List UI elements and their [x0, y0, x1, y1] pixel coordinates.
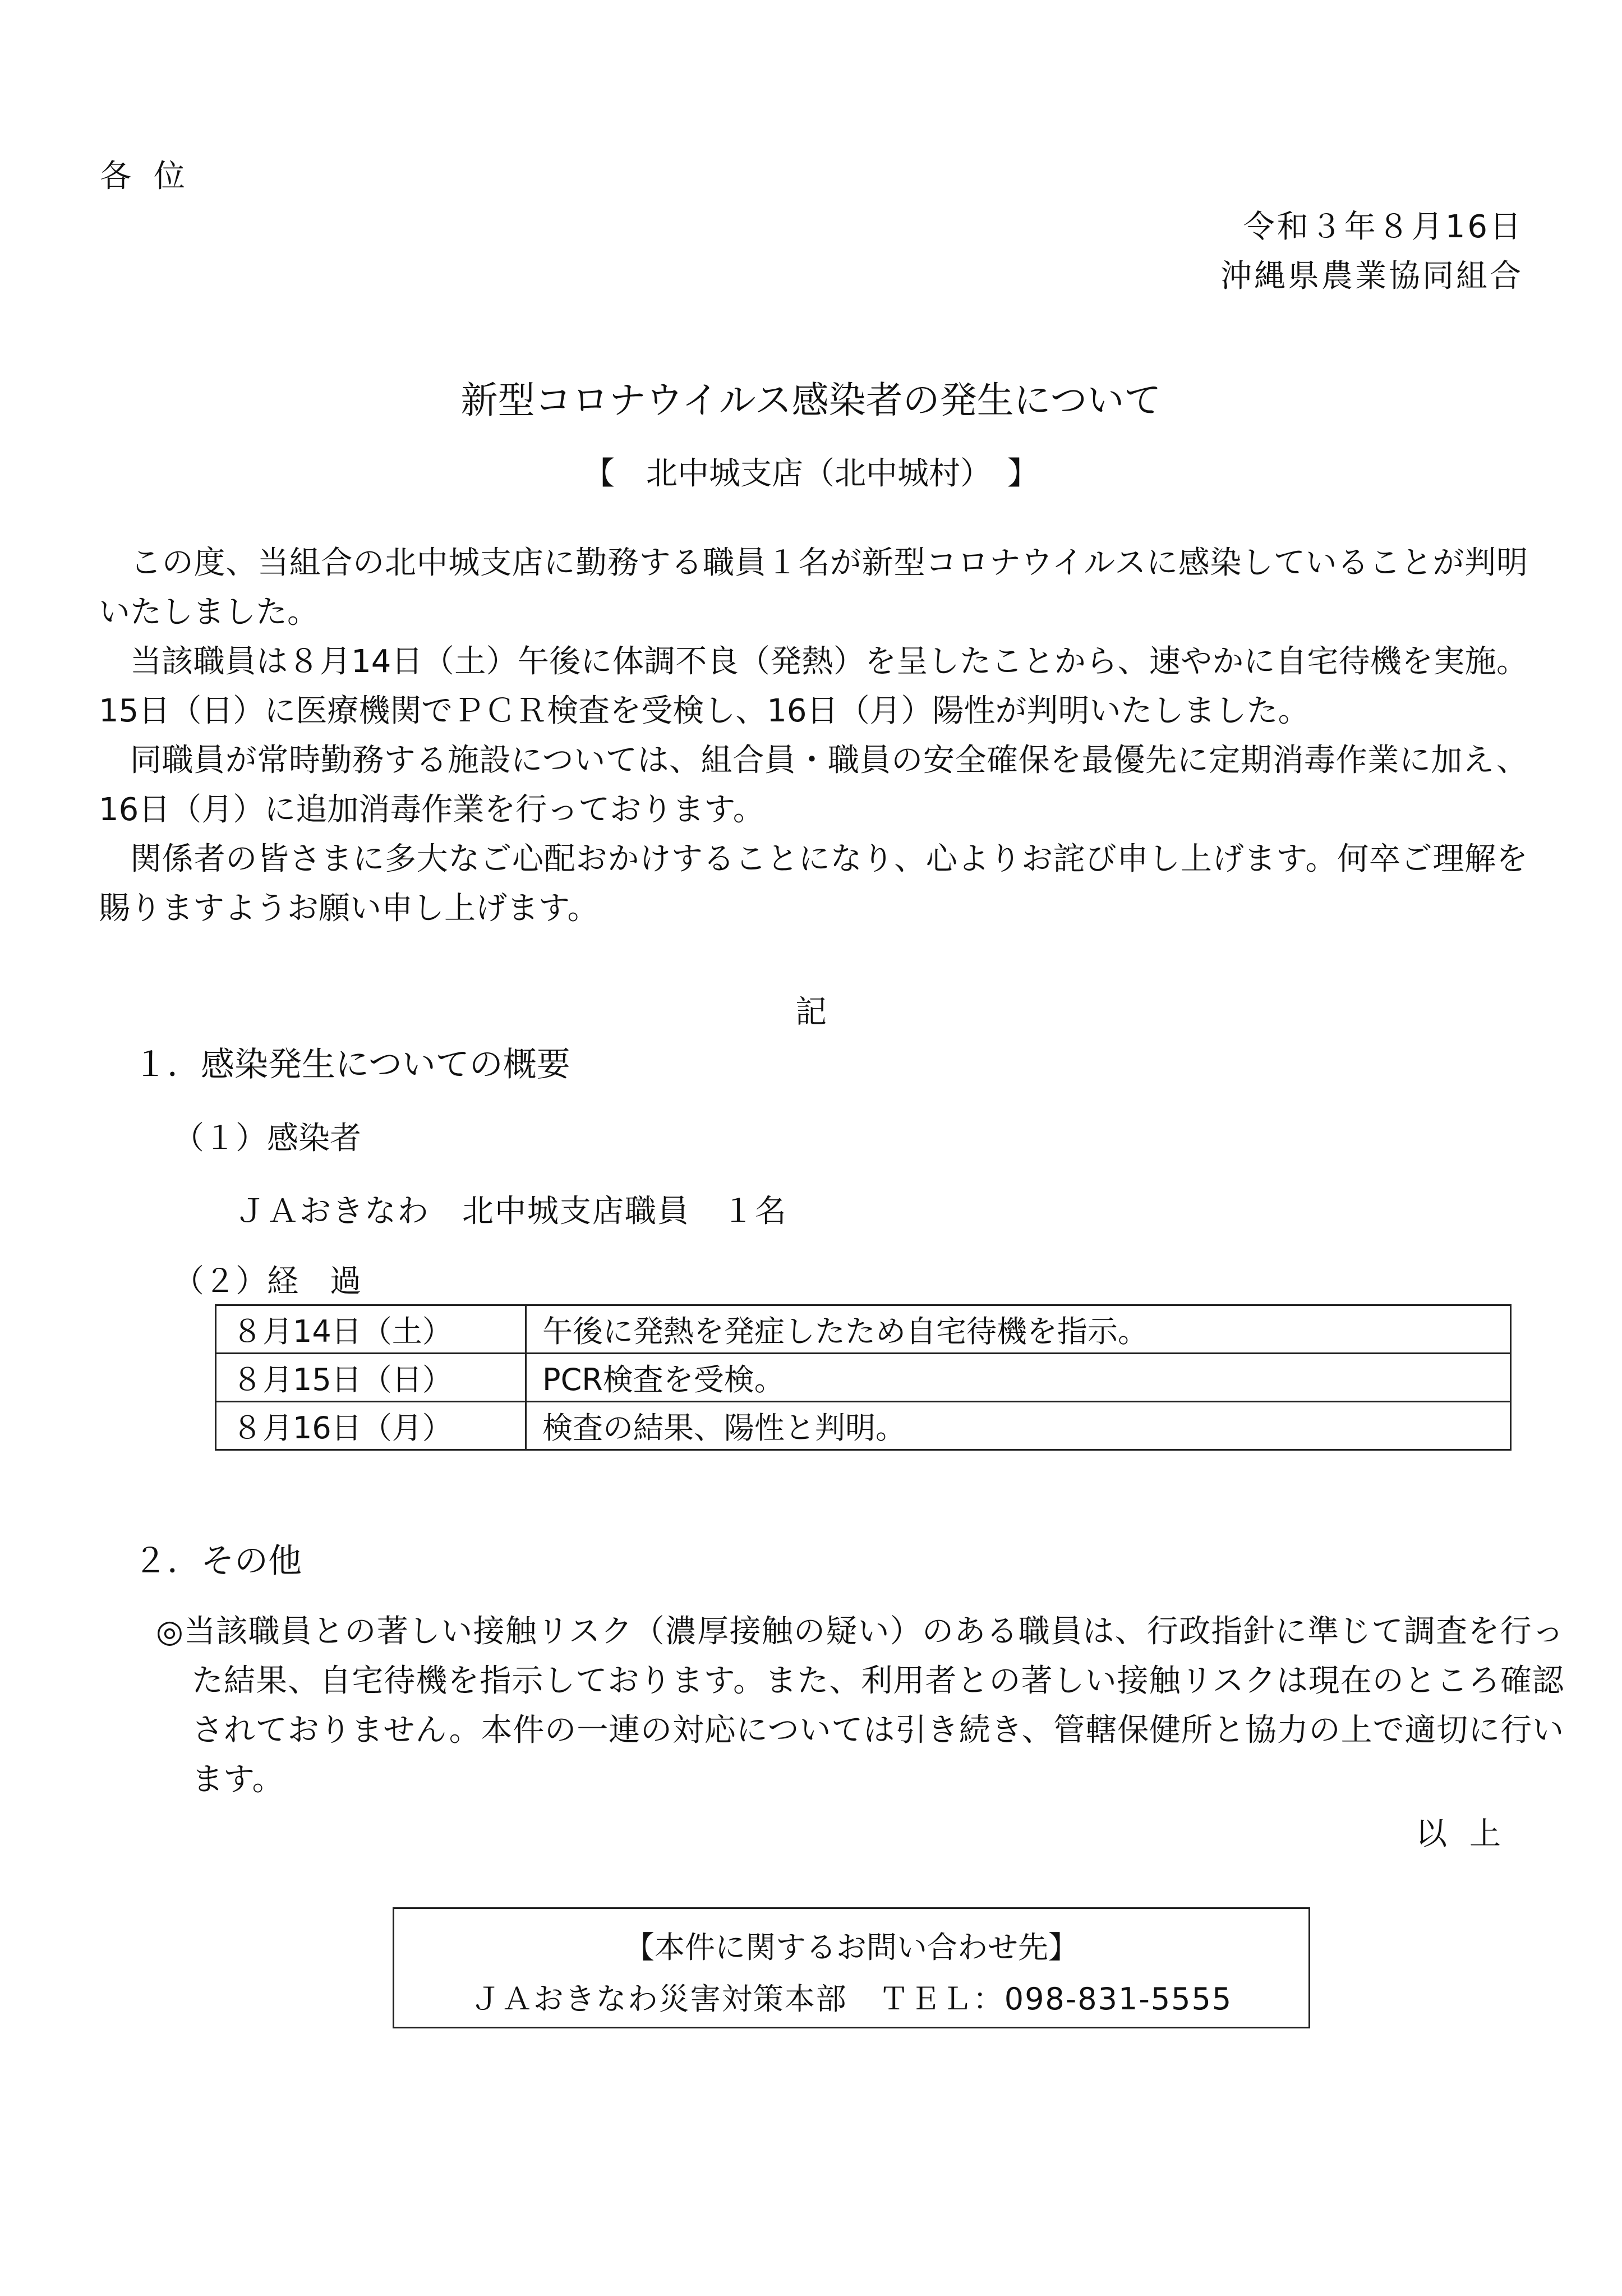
table-row: [216, 1402, 1511, 1450]
infected-content: ＪＡおきなわ 北中城支店職員 １名: [234, 1193, 787, 1230]
progress-date: ８月16日（月）: [216, 1402, 526, 1450]
progress-table: [215, 1304, 1512, 1451]
infected-heading: （１）感染者: [173, 1120, 361, 1157]
body-paragraph: 当該職員は８月14日（土）午後に体調不良（発熱）を呈したことから、速やかに自宅待機を実施。15日（日）に医療機関でＰＣＲ検査を受検し、16日（月）陽性が判明いたしました。: [99, 643, 1528, 729]
progress-event: 検査の結果、陽性と判明。: [526, 1402, 1511, 1450]
progress-date: ８月14日（土）: [216, 1305, 526, 1354]
table-row: [216, 1305, 1511, 1354]
ki-marker: 記: [795, 994, 827, 1030]
contact-title: 【本件に関するお問い合わせ先】: [624, 1930, 1079, 1965]
organization-name: 沖縄県農業協同組合: [1220, 258, 1523, 295]
document-subtitle: 【 北中城支店（北中城村） 】: [583, 455, 1039, 492]
progress-event: PCR検査を受検。: [526, 1354, 1511, 1402]
body-paragraph: この度、当組合の北中城支店に勤務する職員１名が新型コロナウイルスに感染していることが判明いたしました。: [99, 545, 1528, 631]
progress-event: 午後に発熱を発症したため自宅待機を指示。: [526, 1305, 1511, 1354]
issue-date: 令和３年８月16日: [1243, 209, 1523, 245]
contact-phone: ＪＡおきなわ災害対策本部 ＴＥＬ：098-831-5555: [470, 1981, 1233, 2017]
section1-heading: １．感染発生についての概要: [133, 1045, 570, 1084]
document-title: 新型コロナウイルス感染者の発生について: [460, 379, 1162, 422]
table-row: [216, 1354, 1511, 1402]
addressee: 各位: [100, 158, 208, 195]
section2-text: ◎当該職員との著しい接触リスク（濃厚接触の疑い）のある職員は、行政指針に準じて調査を行った結果、自宅待機を指示しております。また、利用者との著しい接触リスクは現在のところ確認されておりません。本件の一連の対応については引き続き、管轄保健所と協力の上で適切に行います。: [156, 1613, 1564, 1798]
body-text: [99, 539, 1528, 933]
progress-heading: （２）経 過: [173, 1263, 361, 1300]
closing-mark: 以上: [1416, 1816, 1523, 1852]
section2-heading: ２．その他: [133, 1542, 302, 1581]
contact-box: [393, 1907, 1310, 2028]
body-paragraph: 同職員が常時勤務する施設については、組合員・職員の安全確保を最優先に定期消毒作業に加え、16日（月）に追加消毒作業を行っております。: [99, 742, 1528, 828]
progress-date: ８月15日（日）: [216, 1354, 526, 1402]
body-paragraph: 関係者の皆さまに多大なご心配おかけすることになり、心よりお詫び申し上げます。何卒ご理解を賜りますようお願い申し上げます。: [99, 841, 1528, 927]
